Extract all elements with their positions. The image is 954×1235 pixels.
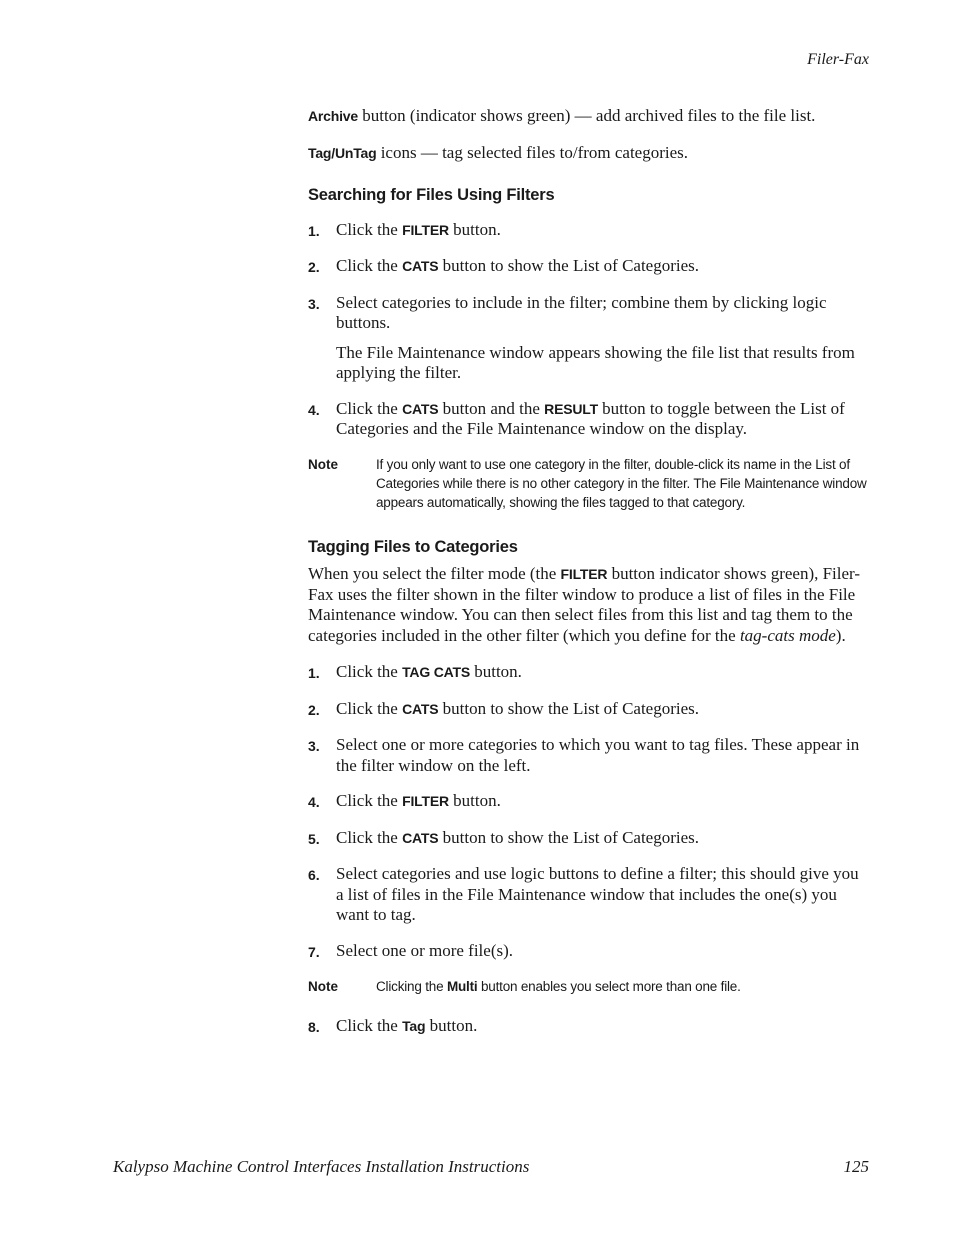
note-text <box>376 977 870 996</box>
step-number: 5. <box>308 830 320 847</box>
step-text-post: button to toggle between the List of Categories and the File Maintenance window on the display. <box>336 398 845 438</box>
step-text-pre: Click the <box>336 662 403 681</box>
step-text: Select categories to include in the filter; combine them by clicking logic buttons. <box>336 292 827 332</box>
step-text-pre: Click the <box>336 698 403 718</box>
step-text-post: button to show the List of Categories. <box>438 256 700 275</box>
list-item <box>308 699 870 721</box>
filter-button-label: FILTER <box>402 221 449 238</box>
list-item <box>308 399 870 440</box>
tag-button-label: Tag <box>402 1018 426 1034</box>
step-number: 7. <box>308 943 320 960</box>
step-text-pre: Click the <box>336 791 403 810</box>
step-text-mid: button and the <box>438 398 545 418</box>
step-text-pre: Click the <box>336 1016 403 1035</box>
note-label: Note <box>308 456 338 472</box>
list-item <box>308 828 870 850</box>
footer-title: Kalypso Machine Control Interfaces Installation Instructions <box>113 1157 530 1176</box>
list-item <box>308 791 870 813</box>
note-text-post: button enables you select more than one file. <box>477 979 741 994</box>
step-continuation: The File Maintenance window appears showing the file list that results from applying the filter. <box>336 342 855 382</box>
step-number: 1. <box>308 222 320 239</box>
note <box>308 977 870 996</box>
result-button-label: RESULT <box>544 400 598 417</box>
multi-button-label: Multi <box>446 979 478 994</box>
list-item <box>308 220 870 242</box>
step-text <box>336 699 870 721</box>
step-text-post: button. <box>448 219 501 239</box>
step-text-post: button. <box>469 662 522 681</box>
archive-description: button (indicator shows green) — add archived files to the file list. <box>357 106 816 125</box>
step-text-pre: Click the <box>336 219 403 239</box>
note-text: If you only want to use one category in the filter, double-click its name in the List of Categories while there is no other category in the filter. The File Maintenance window appears automatically, showing the files tagged to that category. <box>376 456 867 510</box>
running-header: Filer-Fax <box>807 51 869 68</box>
step-number: 3. <box>308 738 320 754</box>
tagging-intro <box>308 564 870 646</box>
tag-cats-mode-term: tag-cats mode <box>739 625 836 645</box>
cats-button-label: CATS <box>402 258 439 274</box>
step-text-post: button. <box>425 1016 478 1035</box>
step-text-post: button to show the List of Categories. <box>438 827 700 847</box>
step-text-pre: Click the <box>336 256 403 275</box>
list-item <box>308 256 870 278</box>
list-item <box>308 662 870 684</box>
note-label: Note <box>308 979 338 994</box>
step-text <box>336 256 870 278</box>
step-text <box>336 220 870 242</box>
note-text-pre: Clicking the <box>376 979 447 994</box>
step-number: 8. <box>308 1019 320 1035</box>
cats-button-label: CATS <box>402 700 439 717</box>
page-body <box>308 106 870 1053</box>
step-number: 6. <box>308 867 320 883</box>
tag-paragraph <box>308 143 870 164</box>
filter-button-label: FILTER <box>402 793 449 809</box>
filter-button-label: FILTER <box>560 566 608 582</box>
archive-button-label: Archive <box>308 108 358 124</box>
step-text <box>336 399 870 440</box>
step-text-post: button. <box>448 791 501 810</box>
intro-text-post: ). <box>835 625 846 645</box>
intro-text-pre: When you select the filter mode (the <box>308 564 561 583</box>
list-item <box>308 864 870 926</box>
step-text: Select one or more file(s). <box>336 940 514 960</box>
section-heading-tagging: Tagging Files to Categories <box>308 537 518 556</box>
step-text: Select one or more categories to which you want to tag files. These appear in the filter window on the left. <box>336 735 860 775</box>
step-text-pre: Click the <box>336 827 403 847</box>
step-text-post: button to show the List of Categories. <box>438 698 700 718</box>
step-number: 4. <box>308 401 320 418</box>
cats-button-label: CATS <box>402 400 439 417</box>
step-number: 2. <box>308 701 320 718</box>
step-text <box>336 828 870 850</box>
list-item <box>308 941 870 963</box>
note <box>308 455 870 512</box>
archive-paragraph <box>308 106 870 127</box>
step-text <box>336 662 870 684</box>
intro-text-mid: button indicator shows green), Filer-Fax uses the filter shown in the filter window to produce a list of files in the File Maintenance window. You can then select files from this list and tag them to the categories included in the other filter (which you define for the <box>308 564 861 645</box>
step-number: 1. <box>308 665 320 681</box>
step-text <box>336 1016 870 1038</box>
tag-untag-description: icons — tag selected files to/from categories. <box>376 142 689 162</box>
tag-cats-button-label: TAG CATS <box>402 664 470 680</box>
cats-button-label: CATS <box>402 829 439 846</box>
step-number: 4. <box>308 794 320 810</box>
tag-untag-label: Tag/UnTag <box>308 144 377 161</box>
step-text-pre: Click the <box>336 398 403 418</box>
step-number: 3. <box>308 295 320 312</box>
step-text <box>336 791 870 813</box>
section-heading-filters: Searching for Files Using Filters <box>308 186 555 204</box>
step-number: 2. <box>308 259 320 275</box>
page-number: 125 <box>843 1157 869 1176</box>
list-item <box>308 1016 870 1038</box>
step-text: Select categories and use logic buttons to define a filter; this should give you a list of files in the File Maintenance window that includes the one(s) you want to tag. <box>336 864 859 924</box>
list-item <box>308 735 870 776</box>
list-item <box>308 293 870 334</box>
